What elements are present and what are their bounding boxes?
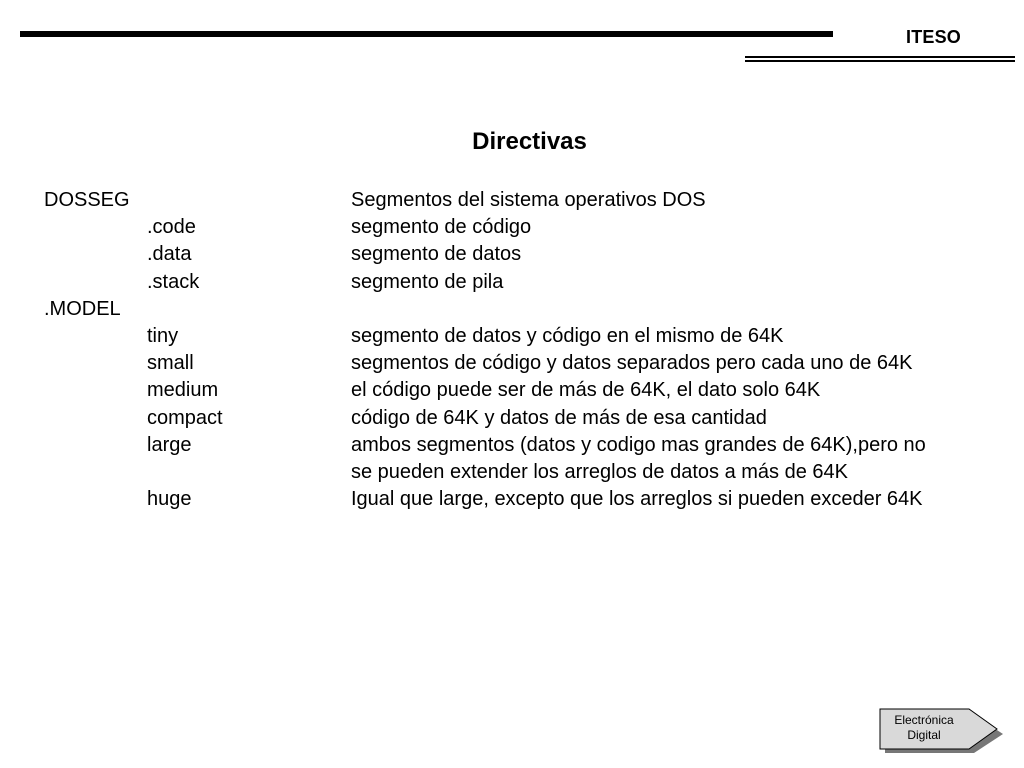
directive-desc: ambos segmentos (datos y codigo mas grandes de 64K),pero no [351, 433, 926, 456]
directive-desc: segmentos de código y datos separados pero cada uno de 64K [351, 352, 913, 375]
directive-term: medium [147, 379, 219, 402]
directive-term: .code [147, 216, 196, 239]
header-rule [20, 31, 833, 37]
directive-desc: código de 64K y datos de más de esa cantidad [351, 406, 767, 429]
directive-term: .MODEL [44, 297, 121, 320]
directive-term: huge [147, 488, 192, 511]
directives-list [44, 187, 1019, 513]
directive-desc: Igual que large, excepto que los arreglos si pueden exceder 64K [351, 488, 923, 511]
directive-row-large-continued [44, 459, 1019, 486]
directive-desc: se pueden extender los arreglos de datos a más de 64K [351, 460, 848, 483]
directive-row-huge [44, 486, 1019, 513]
course-tag [879, 708, 1009, 754]
directive-row-data [44, 241, 1019, 268]
slide-title: Directivas [472, 128, 587, 155]
header-double-rule [745, 56, 1015, 62]
directive-row-large [44, 432, 1019, 459]
directive-row-dosseg [44, 187, 1019, 214]
directive-row-compact [44, 405, 1019, 432]
directive-row-tiny [44, 323, 1019, 350]
directive-desc: segmento de datos [351, 243, 522, 266]
directive-term: large [147, 433, 192, 456]
directive-row-medium [44, 377, 1019, 404]
directive-term: small [147, 352, 194, 375]
directive-row-code [44, 214, 1019, 241]
directive-row-model [44, 296, 1019, 323]
directive-term: .stack [147, 270, 200, 293]
directive-desc: segmento de código [351, 216, 532, 239]
directive-term: DOSSEG [44, 189, 130, 211]
directive-row-small [44, 350, 1019, 377]
directive-desc: el código puede ser de más de 64K, el dato solo 64K [351, 379, 821, 402]
directive-term: .data [147, 243, 192, 266]
directive-desc: segmento de datos y código en el mismo de 64K [351, 324, 784, 347]
directive-term: compact [147, 406, 223, 429]
course-tag-line2: Digital [907, 728, 941, 742]
brand-label: ITESO [906, 27, 962, 47]
directive-term: tiny [147, 324, 179, 347]
course-tag-label [879, 713, 969, 743]
directive-desc: segmento de pila [351, 270, 504, 293]
course-tag-line1: Electrónica [894, 713, 954, 727]
directive-row-stack [44, 269, 1019, 296]
directive-desc: Segmentos del sistema operativos DOS [351, 189, 706, 211]
